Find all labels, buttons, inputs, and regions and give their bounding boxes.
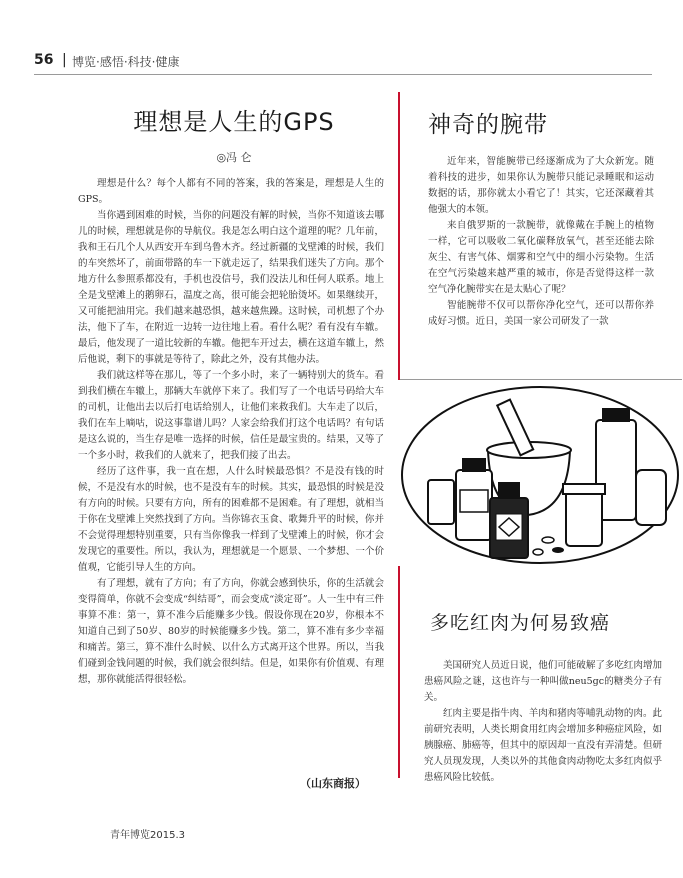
column-divider-top: [398, 92, 400, 380]
magazine-name: 青年博览: [110, 830, 150, 841]
article-title: 理想是人生的GPS: [133, 108, 335, 136]
header-rule: [34, 74, 652, 75]
paragraph: 有了理想，就有了方向；有了方向，你就会感到快乐，你的生活就会变得简单，你就不会变成“纠结哥”，而会变成“淡定哥”。人一生中有三件事算不准：第一，算不准今后能赚多少钱。假设你现在20岁，你根本不知道自己到了50岁、80岁的时候能赚多少钱。第二，算不准有多少幸福和痛苦。第三，算不准什么时候、以什么方式离开这个世界。所以，当我们碰到金钱问题的时候，我们就会很纠结。但是，如果你有价值观、有理想，那你就能活得很轻松。: [78, 578, 384, 685]
paragraph: 理想是什么？每个人都有不同的答案，我的答案是，理想是人生的GPS。: [78, 178, 384, 205]
paragraph: 智能腕带不仅可以帮你净化空气，还可以帮你养成好习惯。近日，美国一家公司研发了一款: [428, 300, 654, 327]
paragraph: 红肉主要是指牛肉、羊肉和猪肉等哺乳动物的肉。此前研究表明，人类长期食用红肉会增加多种癌症风险，如胰腺癌、肺癌等，但其中的原因却一直没有弄清楚。但研究人员现发现，人类以外的其他食肉动物吃太多红肉似乎患癌风险比较低。: [424, 708, 662, 783]
medicine-bottles-illustration: [398, 380, 682, 566]
red-meat-title: 多吃红肉为何易致癌: [430, 612, 611, 634]
wristband-body: [428, 154, 654, 330]
article-source: （山东商报）: [300, 777, 366, 790]
paragraph: 我们就这样等在那儿，等了一个多小时，来了一辆特别大的货车。看到我们横在车辙上，那辆大车就停下来了。我们写了一个电话号码给大车的司机，让他出去以后打电话给别人，让他们来救我们。大车走了以后，我们在车上嘀咕，说这事靠谱儿吗？人家会给我们打这个电话吗？有句话是这么说的，当生存是唯一选择的时候，信任是最宝贵的。结果，又等了一个多小时，救我们的人就来了，把我们接了出去。: [78, 370, 384, 461]
paragraph: 来自俄罗斯的一款腕带，就像戴在手腕上的植物一样，它可以吸收二氧化碳释放氧气，甚至还能去除灰尘、有害气体、烟雾和空气中的细小污染物。生活在空气污染越来越严重的城市，你是否觉得这样一款空气净化腕带实在是太贴心了呢？: [428, 220, 654, 295]
paragraph: 美国研究人员近日说，他们可能破解了多吃红肉增加患癌风险之谜，这也许与一种叫做neu5gc的糖类分子有关。: [424, 660, 662, 703]
page-number: 56: [34, 52, 54, 68]
article-author: ◎冯 仑: [216, 151, 252, 164]
red-meat-body: [424, 658, 662, 786]
footer: [110, 826, 185, 841]
column-divider-bottom: [398, 566, 400, 778]
issue-number: 2015.3: [150, 830, 185, 841]
article-body: [78, 176, 384, 688]
paragraph: 近年来，智能腕带已经逐渐成为了大众新宠。随着科技的进步，如果你认为腕带只能记录睡眠和运动数据的话，那你就太小看它了！其实，它还深藏着其他强大的本领。: [428, 156, 654, 215]
section-name: 博览·感悟·科技·健康: [72, 55, 180, 69]
paragraph: 经历了这件事，我一直在想，人什么时候最恐惧？不是没有钱的时候，不是没有水的时候，也不是没有车的时候。其实，最恐惧的时候是没有方向的时候。只要有方向，所有的困难都不是困难。有了理想，就相当于你在戈壁滩上突然找到了方向。当你锦衣玉食、歌舞升平的时候，你并不会觉得理想特别重要，只有当你像我一样到了戈壁滩上的时候，你才会发现它的重要性。所以，我认为，理想就是一个愿景、一个梦想、一个价值观，它能引导人生的方向。: [78, 466, 384, 573]
header-separator: |: [62, 52, 67, 68]
wristband-title: 神奇的腕带: [428, 112, 548, 138]
paragraph: 当你遇到困难的时候，当你的问题没有解的时候，当你不知道该去哪儿的时候，理想就是你的导航仪。我是怎么明白这个道理的呢？几年前，我和王石几个人从西安开车到乌鲁木齐。经过新疆的戈壁滩的时候，我们的车突然坏了，前面带路的车一下就走远了，结果我们迷失了方向。那个地方什么参照系都没有，手机也没信号，我们没法儿和任何人联系。地上全是戈壁滩上的鹅卵石，温度之高，很可能会把轮胎烫坏。如果继续开，又可能把油用完。我们越来越恐惧，越来越焦躁。这时候，司机想了个办法，他下了车，在附近一边转一边往地上看。看什么呢？看有没有车辙。最后，他发现了一道比较新的车辙。他把车开过去，横在这道车辙上，然后他说，剩下的事就是等待了，除此之外，没有其他办法。: [78, 210, 384, 365]
